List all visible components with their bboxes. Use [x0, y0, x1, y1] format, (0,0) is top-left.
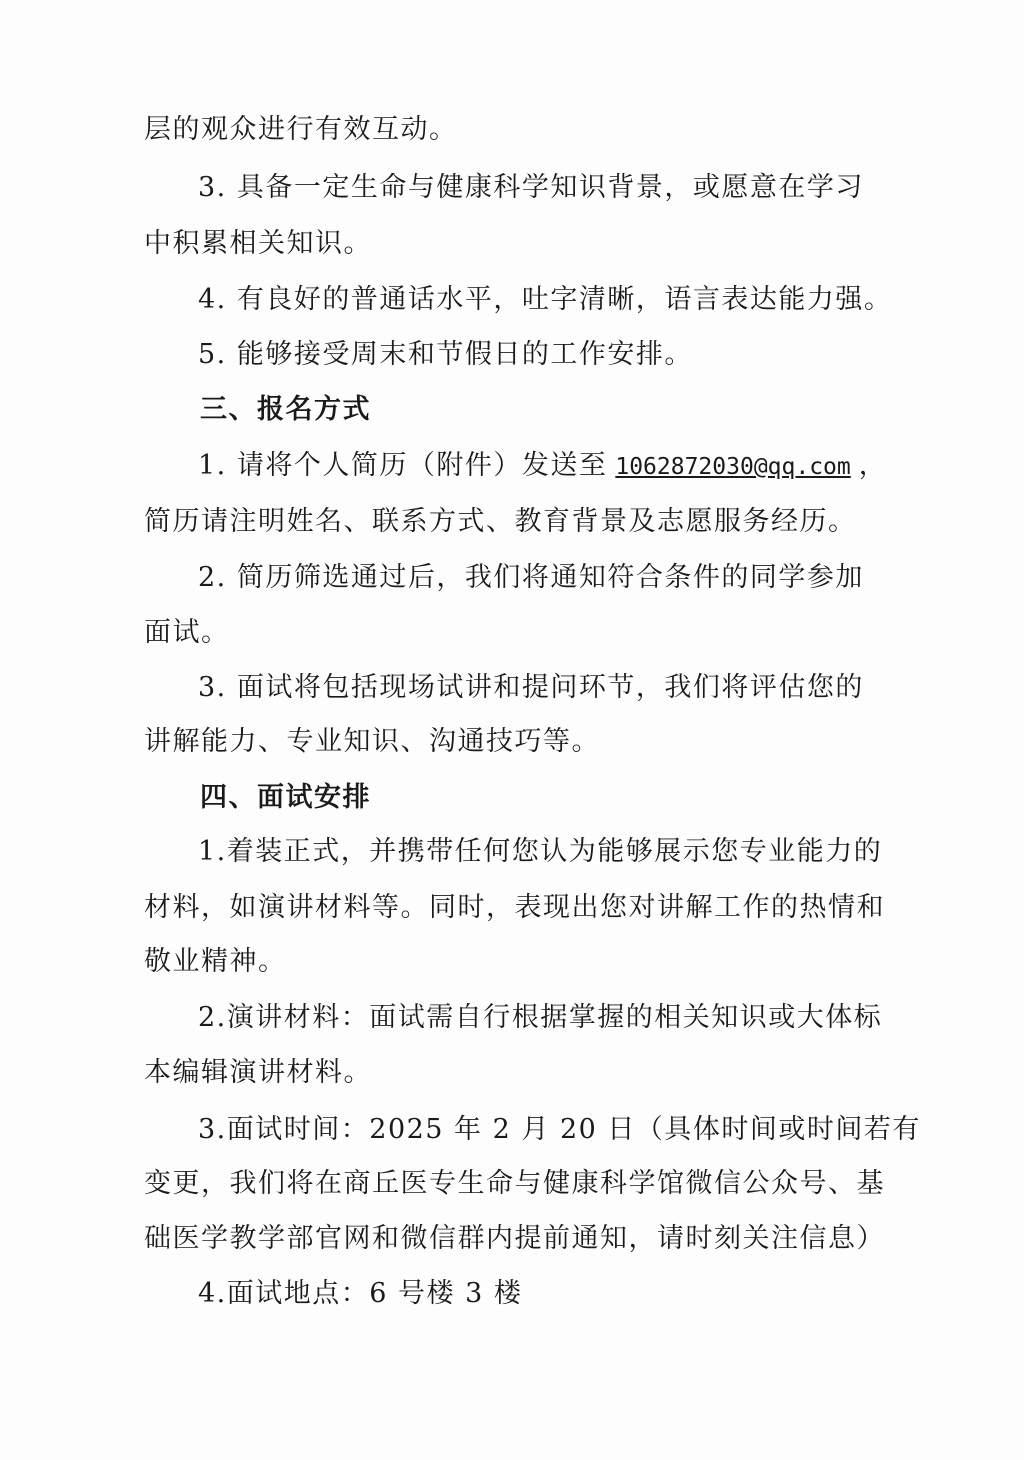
registration-2-line: 2. 简历筛选通过后，我们将通知符合条件的同学参加: [198, 562, 864, 593]
registration-1-text: 1. 请将个人简历（附件）发送至: [198, 450, 608, 481]
paragraph-line: 变更，我们将在商丘医专生命与健康科学馆微信公众号、基: [144, 1168, 885, 1199]
interview-3-line: 3.面试时间：2025 年 2 月 20 日（具体时间或时间若有: [198, 1114, 921, 1145]
requirement-5-line: 5. 能够接受周末和节假日的工作安排。: [198, 339, 693, 370]
section-heading-registration: 三、报名方式: [200, 394, 371, 425]
paragraph-line: 础医学教学部官网和微信群内提前通知，请时刻关注信息）: [144, 1223, 885, 1254]
registration-1-line: [198, 446, 887, 487]
paragraph-line: 简历请注明姓名、联系方式、教育背景及志愿服务经历。: [144, 506, 857, 537]
paragraph-line: 敬业精神。: [144, 946, 287, 977]
paragraph-line: 层的观众进行有效互动。: [144, 114, 458, 145]
paragraph-line: 本编辑演讲材料。: [144, 1057, 372, 1088]
interview-2-line: 2.演讲材料：面试需自行根据掌握的相关知识或大体标: [198, 1002, 883, 1033]
paragraph-line: 中积累相关知识。: [144, 228, 372, 259]
comma: ，: [858, 450, 888, 481]
paragraph-line: 材料，如演讲材料等。同时，表现出您对讲解工作的热情和: [144, 892, 885, 923]
email-link[interactable]: 1062872030@qq.com: [615, 454, 851, 480]
registration-3-line: 3. 面试将包括现场试讲和提问环节，我们将评估您的: [198, 672, 864, 703]
requirement-3-line: 3. 具备一定生命与健康科学知识背景，或愿意在学习: [198, 172, 864, 203]
paragraph-line: 面试。: [144, 617, 230, 648]
interview-1-line: 1.着装正式，并携带任何您认为能够展示您专业能力的: [198, 836, 883, 867]
requirement-4-line: 4. 有良好的普通话水平，吐字清晰，语言表达能力强。: [198, 284, 893, 315]
section-heading-interview: 四、面试安排: [200, 782, 371, 813]
paragraph-line: 讲解能力、专业知识、沟通技巧等。: [144, 726, 600, 757]
interview-4-line: 4.面试地点：6 号楼 3 楼: [198, 1278, 523, 1309]
